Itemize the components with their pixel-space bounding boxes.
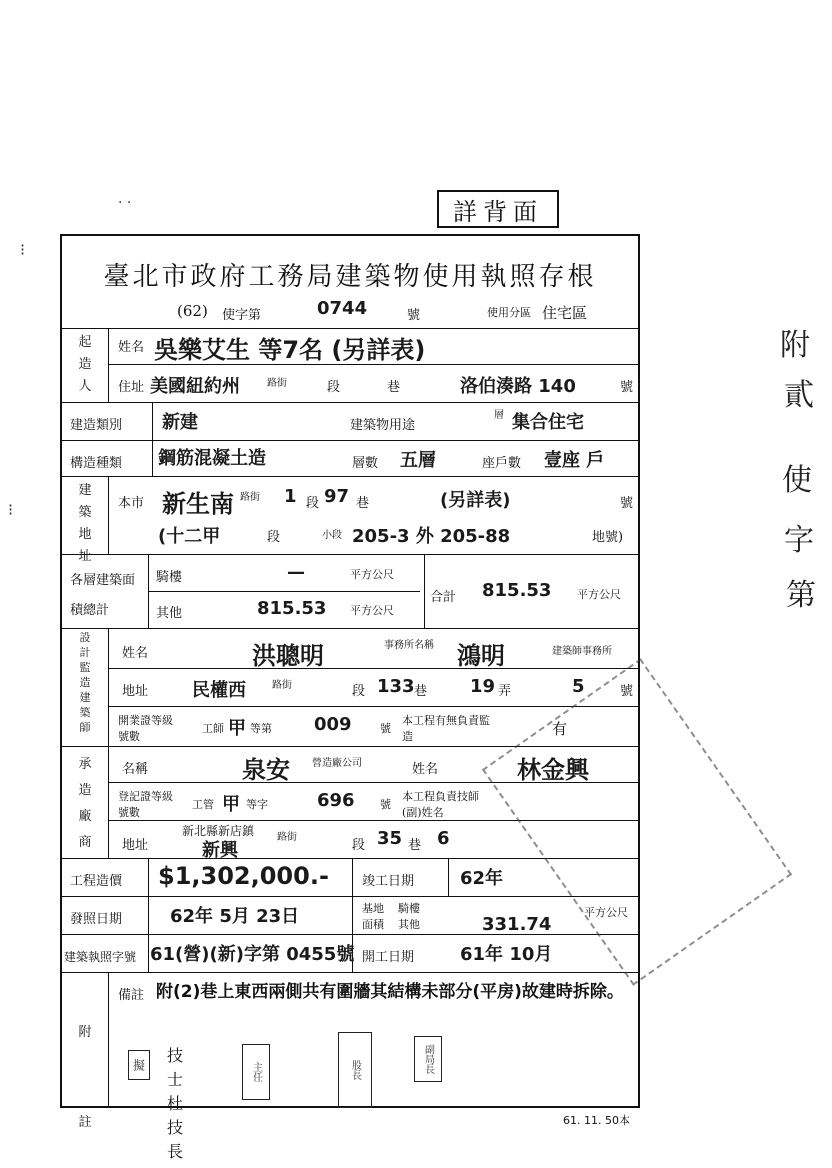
site-section: 1	[284, 486, 297, 507]
arcade-unit: 平方公尺	[350, 568, 394, 581]
designer-number: 5	[572, 676, 585, 697]
contractor-name-label: 名稱	[122, 762, 149, 777]
seal-deputy: 副局長	[414, 1036, 442, 1082]
site-number: (另詳表)	[440, 490, 511, 511]
contractor-section-label: 承造廠商	[78, 757, 92, 850]
edge-char: 附	[780, 328, 810, 363]
scan-mark: ⁝	[8, 500, 14, 519]
rule	[62, 328, 638, 329]
structure-label: 構造種類	[70, 456, 123, 471]
designer-name: 洪聰明	[252, 642, 324, 670]
divider	[448, 858, 449, 896]
contractor-engineer-label: 本工程負責技師(副)姓名	[402, 790, 479, 819]
edge-char: 第	[786, 578, 816, 613]
rule	[62, 440, 638, 441]
designer-office: 鴻明	[457, 642, 505, 670]
building-type: 新建	[162, 412, 198, 433]
total-area-unit: 平方公尺	[577, 588, 621, 601]
units-label: 座戶數	[482, 456, 522, 471]
other-area-value: 815.53	[257, 598, 327, 619]
contractor-reg-prefix: 工管	[192, 798, 214, 811]
applicant-lane-label: 巷	[387, 380, 401, 395]
applicant-address: 美國紐約州	[150, 376, 240, 397]
scan-mark: ⁝	[20, 240, 26, 259]
license-number: 0744	[317, 298, 368, 319]
rule	[62, 476, 638, 477]
designer-office-suffix: 建築師事務所	[552, 646, 612, 657]
back-side-stamp: 詳背面	[437, 190, 559, 228]
contractor-name-suffix: 營造廠公司	[312, 758, 362, 769]
divider	[108, 328, 109, 402]
parcel-numbers: 205-3 外 205-88	[352, 526, 511, 547]
divider	[152, 402, 153, 476]
applicant-section-mark: 段	[327, 380, 341, 395]
seal-chief: 主任	[242, 1044, 270, 1100]
building-floor-label: 層	[494, 410, 504, 421]
adjacent-page-edge	[772, 320, 832, 1020]
parcel-section: (十二甲	[158, 526, 221, 547]
site-lane: 97	[324, 486, 350, 507]
license-prefix: 使字第	[222, 308, 262, 323]
license-suffix: 號	[407, 308, 421, 323]
completion-label: 竣工日期	[362, 874, 415, 889]
designer-lane: 133	[377, 676, 415, 697]
scan-mark: · ·	[118, 195, 132, 211]
designer-license-number: 009	[314, 714, 352, 735]
contractor-reg-suffix: 號	[380, 798, 391, 811]
applicant-section-label: 起造人	[78, 335, 92, 394]
other-area-unit: 平方公尺	[350, 604, 394, 617]
form-title: 臺北市政府工務局建築物使用執照存根	[103, 262, 597, 292]
subsection-label: 小段	[322, 530, 342, 541]
seal-section-head: 股長	[338, 1032, 372, 1108]
site-number-label: 號	[620, 496, 634, 511]
contractor-road-label: 路街	[277, 832, 297, 843]
site-area-label: 基地面積	[362, 902, 384, 931]
site-city: 本市	[118, 496, 145, 511]
permit-label: 建築執照字號	[64, 950, 137, 964]
contractor-person-label: 姓名	[412, 762, 439, 777]
designer-section-label: 段	[352, 684, 366, 699]
start-label: 開工日期	[362, 950, 415, 965]
designer-lane-label: 巷	[414, 684, 428, 699]
rule	[108, 364, 638, 365]
building-use: 集合住宅	[512, 412, 584, 433]
designer-name-label: 姓名	[122, 646, 149, 661]
license-year: (62)	[177, 302, 208, 320]
zone-value: 住宅區	[542, 304, 588, 322]
cost-value: $1,302,000.-	[158, 862, 329, 890]
contractor-address-label: 地址	[122, 838, 149, 853]
applicant-name-label: 姓名	[118, 340, 145, 355]
designer-license-label: 開業證等級號數	[118, 714, 173, 743]
contractor-section-label: 段	[352, 838, 366, 853]
zone-label: 使用分區	[487, 306, 531, 319]
contractor-reg-number: 696	[317, 790, 355, 811]
divider	[108, 476, 109, 554]
divider	[108, 628, 109, 746]
completion-value: 62年	[460, 868, 504, 889]
site-lane-label: 巷	[356, 496, 370, 511]
parcel-suffix: 地號)	[592, 530, 624, 545]
arcade-label: 騎樓	[156, 570, 183, 585]
site-area-unit: 平方公尺	[584, 906, 628, 919]
designer-license-prefix: 工師	[202, 722, 224, 735]
divider	[108, 746, 109, 858]
contractor-number: 6	[437, 828, 450, 849]
contractor-reg-label: 登記證等級號數	[118, 790, 173, 819]
contractor-lane-label: 巷	[408, 838, 422, 853]
divider	[148, 858, 149, 972]
designer-office-label: 事務所名稱	[384, 640, 434, 651]
contractor-reg-grade: 甲	[222, 794, 240, 815]
issue-label: 發照日期	[70, 912, 123, 927]
rule	[62, 628, 638, 629]
site-road-label: 路街	[240, 492, 260, 503]
designer-alley-label: 弄	[498, 684, 512, 699]
remarks-note: 附(2)巷上東西兩側共有圍牆其結構未部分(平房)故建時拆除。	[156, 982, 624, 1002]
structure-value: 鋼筋混凝土造	[158, 448, 266, 469]
divider	[424, 554, 425, 628]
total-area-label: 合計	[430, 590, 457, 605]
edge-char: 字	[784, 523, 814, 558]
units-value: 壹座 戶	[544, 450, 605, 471]
designer-number-label: 號	[620, 684, 634, 699]
other-area-label: 其他	[156, 606, 183, 621]
applicant-road-label: 路街	[267, 378, 287, 389]
contractor-lane: 35	[377, 828, 403, 849]
remarks-section-label: 附註	[78, 1025, 92, 1130]
total-area-value: 815.53	[482, 580, 552, 601]
contractor-road: 新興	[202, 840, 238, 861]
rule	[148, 591, 420, 592]
rule	[108, 706, 638, 707]
divider	[108, 972, 109, 1108]
floors-value: 五層	[400, 450, 436, 471]
site-other-label: 其他	[398, 918, 420, 931]
supervise-label: 本工程有無負責監造	[402, 714, 490, 743]
rule	[62, 972, 638, 973]
building-use-label: 建築物用途	[350, 418, 416, 433]
designer-address: 民權西	[192, 680, 246, 701]
applicant-number-label: 號	[620, 380, 634, 395]
seal-draft: 擬	[128, 1050, 150, 1080]
cost-label: 工程造價	[70, 874, 123, 889]
contractor-name: 泉安	[242, 756, 290, 784]
applicant-road-hand: 洛伯湊路 140	[460, 376, 576, 397]
designer-license-suffix: 號	[380, 722, 391, 735]
start-value: 61年 10月	[460, 944, 553, 965]
site-arcade-label: 騎樓	[398, 902, 420, 915]
rule	[108, 668, 638, 669]
designer-section-label: 設計監造建築師	[79, 631, 91, 734]
parcel-label: 段	[267, 530, 281, 545]
edge-char: 貳	[784, 378, 814, 413]
contractor-reg-char: 等字	[246, 798, 268, 811]
seal-staff: 技士 杜 技長	[166, 1046, 183, 1161]
contractor-person: 林金興	[517, 756, 589, 784]
permit-value: 61(營)(新)字第 0455號	[150, 944, 355, 965]
form-code: 61. 11. 50本	[563, 1114, 630, 1127]
designer-license-char: 等第	[250, 722, 272, 735]
designer-alley: 19	[470, 676, 496, 697]
floors-label: 層數	[352, 456, 379, 471]
building-type-label: 建造類別	[70, 418, 123, 433]
contractor-address: 新北縣新店鎮	[182, 824, 255, 838]
edge-char: 使	[782, 463, 812, 498]
supervise-value: 有	[552, 720, 568, 738]
site-section-mark: 段	[306, 496, 320, 511]
site-road: 新生南	[162, 490, 234, 518]
remarks-note-label: 備註	[118, 988, 145, 1003]
designer-address-label: 地址	[122, 684, 149, 699]
site-section-label: 建築地址	[78, 483, 92, 564]
site-area-value: 331.74	[482, 914, 552, 935]
area-label: 各層建築面積總計	[70, 573, 136, 618]
arcade-value: —	[287, 562, 305, 583]
applicant-name: 吳樂艾生 等7名 (另詳表)	[154, 336, 426, 364]
designer-road-label: 路街	[272, 680, 292, 691]
applicant-address-label: 住址	[118, 380, 145, 395]
designer-license-grade: 甲	[228, 718, 246, 739]
issue-value: 62年 5月 23日	[170, 906, 300, 927]
rule	[62, 402, 638, 403]
